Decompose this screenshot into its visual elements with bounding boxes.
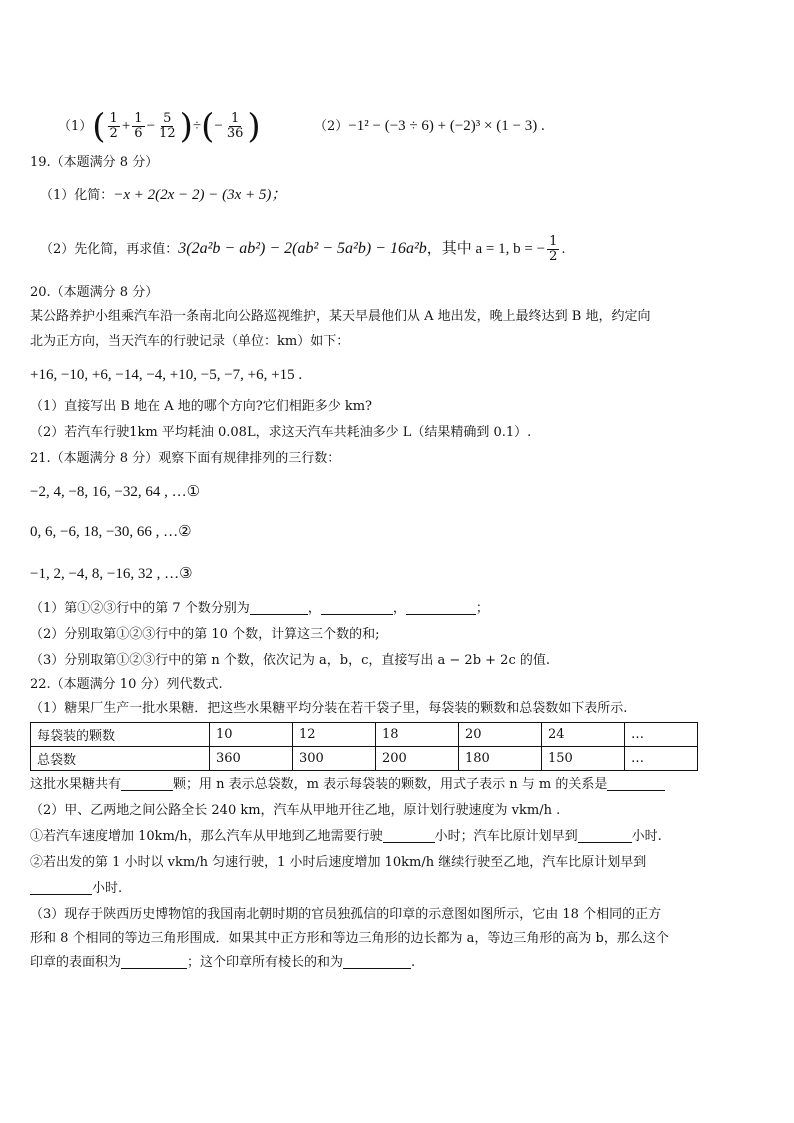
q18-part1: （1）( $\frac{1}{2}$ + $\frac{1}{6}$ − $\frac{5}{12}$ )÷(− $\frac{1}{36}$ ) <box>58 106 261 147</box>
fraction-5-12: $\frac{5}{12}$ <box>159 111 176 141</box>
table-cell: 300 <box>293 747 376 771</box>
answer-blank-10[interactable] <box>343 954 411 969</box>
q22-case2-end: 小时. <box>30 880 122 898</box>
answer-blank-4[interactable] <box>121 776 173 791</box>
answer-blank-6[interactable] <box>383 828 435 843</box>
q18-part2 <box>314 117 545 136</box>
answer-blank-8[interactable] <box>30 880 92 895</box>
q20-heading: 20.（本题满分 8 分） <box>30 285 159 300</box>
q22-case1: ①若汽车速度增加 10km/h，那么汽车从甲地到乙地需要行驶 小时；汽车比原计划早到 小时. <box>30 829 662 844</box>
table-row <box>31 723 698 747</box>
q19-part2-expr: 3(2a²b − ab²) − 2(ab² − 5a²b) − 16a²b <box>178 240 427 257</box>
q22-sub3-line1: （3）现存于陕西历史博物馆的我国南北朝时期的官员独孤信的印章的示意图如图所示，它由 18 个相同的正方 <box>30 907 662 922</box>
q22-heading: 22.（本题满分 10 分）列代数式. <box>30 677 223 692</box>
q21-row3: −1, 2, −4, 8, −16, 32 , …③ <box>30 566 193 582</box>
q22-after-table: 这批水果糖共有 颗；用 n 表示总袋数，m 表示每袋装的颗数，用式子表示 n 与 m 的关系是 <box>30 776 665 794</box>
answer-blank-3[interactable] <box>406 600 476 615</box>
answer-blank-2[interactable] <box>321 600 393 615</box>
answer-blank-7[interactable] <box>578 828 632 843</box>
table-cell: 360 <box>210 747 293 771</box>
q20-sub2: （2）若汽车行驶1km 平均耗油 0.08L，求这天汽车共耗油多少 L（结果精确到 0.1）. <box>30 425 532 440</box>
q21-row2: 0, 6, −6, 18, −30, 66 , …② <box>30 524 192 540</box>
q20-line2: 北为正方向，当天汽车的行驶记录（单位：km）如下： <box>30 334 350 349</box>
q21-sub3: （3）分别取第①②③行中的第 n 个数，依次记为 a，b，c，直接写出 a − 2b + 2c 的值. <box>30 653 551 668</box>
q19-part1-expr: −x + 2(2x − 2) − (3x + 5)； <box>113 187 287 203</box>
table-cell: 200 <box>376 747 459 771</box>
q18-part2-expr: −1² − (−3 ÷ 6) + (−2)³ × (1 − 3) . <box>348 118 545 134</box>
q22-sub2: （2）甲、乙两地之间公路全长 240 km，汽车从甲地开往乙地，原计划行驶速度为 vkm/h . <box>30 803 561 818</box>
q22-sub3-line2: 形和 8 个相同的等边三角形围成．如果其中正方形和等边三角形的边长都为 a，等边三角形的高为 b，那么这个 <box>30 931 669 946</box>
table-cell: 12 <box>293 723 376 747</box>
table-cell: … <box>625 747 698 771</box>
answer-blank-5[interactable] <box>607 776 665 791</box>
table-cell: 20 <box>459 723 542 747</box>
q21-sub1: （1）第①②③行中的第 7 个数分别为 ， ， ； <box>30 601 489 616</box>
table-row <box>31 747 698 771</box>
paren-close: ) <box>179 106 193 147</box>
q20-record: +16, −10, +6, −14, −4, +10, −5, −7, +6, +15 . <box>30 367 303 383</box>
q22-sub1: （1）糖果厂生产一批水果糖．把这些水果糖平均分装在若干袋子里，每袋装的颗数和总袋数如下表所示. <box>30 701 628 716</box>
fraction-1-2: $\frac{1}{2}$ <box>109 111 118 141</box>
q21-row1: −2, 4, −8, 16, −32, 64 , …① <box>30 484 201 500</box>
table-cell: 180 <box>459 747 542 771</box>
answer-blank-1[interactable] <box>250 600 308 615</box>
table-cell: 24 <box>542 723 625 747</box>
answer-blank-9[interactable] <box>121 954 187 969</box>
table-cell: 10 <box>210 723 293 747</box>
table-cell: … <box>625 723 698 747</box>
q21-heading: 21.（本题满分 8 分）观察下面有规律排列的三行数： <box>30 451 341 466</box>
table-row-label: 总袋数 <box>31 747 210 771</box>
q19-heading: 19.（本题满分 8 分） <box>30 155 159 170</box>
q21-sub2: （2）分别取第①②③行中的第 10 个数，计算这三个数的和; <box>30 627 380 642</box>
fraction-1-6: $\frac{1}{6}$ <box>134 111 143 141</box>
candy-table <box>30 722 698 771</box>
q20-sub1: （1）直接写出 B 地在 A 地的哪个方向?它们相距多少 km? <box>30 399 373 414</box>
q19-part1: （1）化简：−x + 2(2x − 2) − (3x + 5)； <box>40 187 287 203</box>
paren-open: ( <box>92 106 106 147</box>
table-cell: 150 <box>542 747 625 771</box>
table-row-label: 每袋装的颗数 <box>31 723 210 747</box>
table-cell: 18 <box>376 723 459 747</box>
fraction-1-2-b: $\frac{1}{2}$ <box>549 234 558 264</box>
q22-case2: ②若出发的第 1 小时以 vkm/h 匀速行驶，1 小时后速度增加 10km/h 继续行驶至乙地，汽车比原计划早到 <box>30 855 647 870</box>
q18-part2-label: （2） <box>314 119 349 134</box>
paren-close-2: ) <box>247 106 261 147</box>
paren-open-2: ( <box>201 106 215 147</box>
fraction-1-36: $\frac{1}{36}$ <box>226 111 244 141</box>
q22-sub3-line3: 印章的表面积为 ；这个印章所有棱长的和为 . <box>30 955 416 970</box>
q19-part2: （2）先化简，再求值：3(2a²b − ab²) − 2(ab² − 5a²b) − 16a²b，其中 a = 1, b = − $\frac{1}{2}$ . <box>40 234 566 264</box>
q18-part1-label: （1） <box>58 119 93 134</box>
q20-line1: 某公路养护小组乘汽车沿一条南北向公路巡视维护，某天早晨他们从 A 地出发，晚上最终达到 B 地，约定向 <box>30 309 651 324</box>
